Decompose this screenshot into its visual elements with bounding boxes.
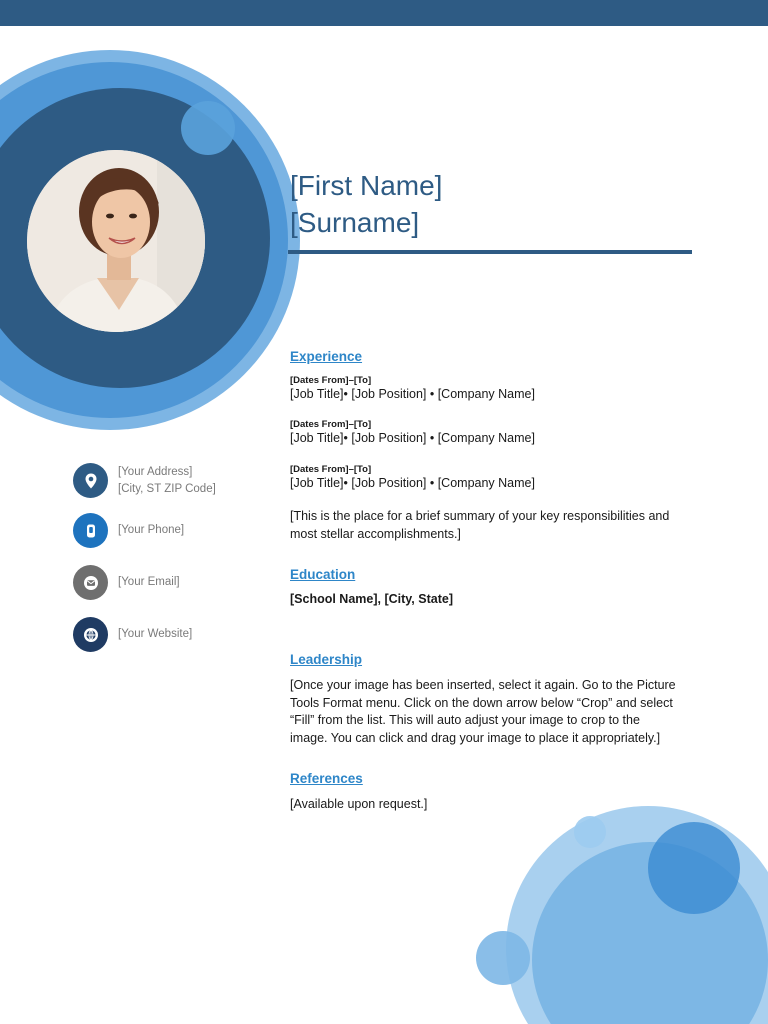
full-name [290,167,442,241]
contact-email [73,565,273,605]
experience-entry [290,375,700,404]
website-icon [73,617,108,652]
leadership-line: [Once your image has been inserted, select it again. Go to the Picture [290,678,676,692]
location-pin-icon [73,463,108,498]
surname: [Surname] [290,207,420,238]
education-text: [School Name], [City, State] [290,592,453,606]
contact-address [73,463,273,503]
leadership-heading: Leadership [290,652,363,667]
leadership-line: Tools Format menu. Click on the down arrow below “Crop” and select [290,695,673,710]
leadership-text [290,677,700,747]
phone-icon [73,513,108,548]
address-line2: [City, ST ZIP Code] [118,483,216,495]
website-text: [Your Website] [118,628,193,640]
entry-position: [Job Title]• [Job Position] • [Company Name] [290,431,535,445]
email-text: [Your Email] [118,576,180,588]
entry-dates: [Dates From]–[To] [290,419,372,430]
summary-line: [This is the place for a brief summary of your key responsibilities and [290,509,670,523]
entry-dates: [Dates From]–[To] [290,464,372,475]
experience-heading: Experience [290,349,363,364]
profile-photo[interactable] [27,150,205,332]
entry-position: [Job Title]• [Job Position] • [Company Name] [290,387,535,401]
references-heading: References [290,771,363,786]
phone-text: [Your Phone] [118,524,185,536]
email-icon [73,565,108,600]
entry-position: [Job Title]• [Job Position] • [Company Name] [290,476,535,490]
experience-summary [290,508,700,543]
first-name: [First Name] [290,170,443,201]
summary-line: most stellar accomplishments.] [290,526,461,541]
contact-website [73,617,273,657]
contact-phone [73,513,273,553]
address-line1: [Your Address] [118,466,193,478]
education-heading: Education [290,567,356,582]
experience-entry [290,464,700,493]
references-text: [Available upon request.] [290,797,428,811]
leadership-line: “Fill” from the list. This will auto adjust your image to crop to the [290,713,640,727]
leadership-line: image. You can click and drag your image to place it appropriately.] [290,730,661,745]
experience-entry [290,419,700,448]
entry-dates: [Dates From]–[To] [290,375,372,386]
name-divider [288,250,692,254]
